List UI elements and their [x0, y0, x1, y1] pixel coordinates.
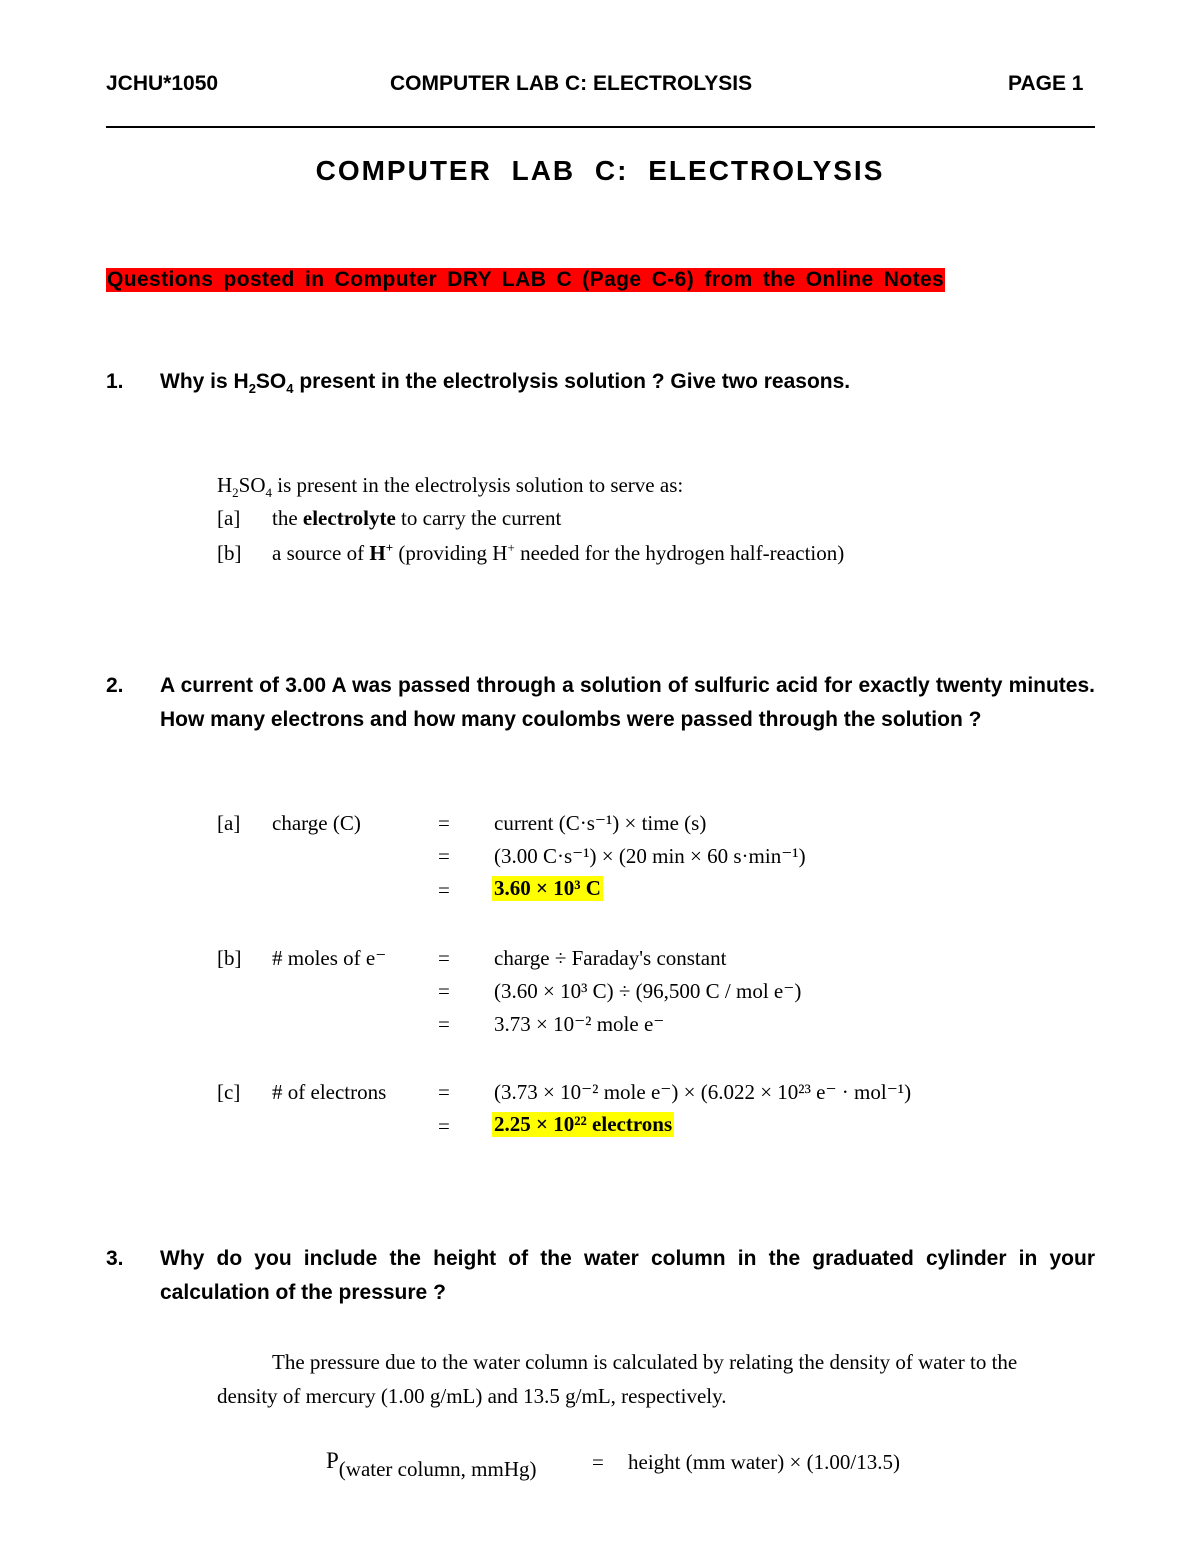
equals-sign: = — [438, 1114, 450, 1138]
pressure-formula-lhs: P(water column, mmHg) — [326, 1448, 537, 1481]
answer-3-line-1: The pressure due to the water column is calculated by relating the density of water to the — [272, 1350, 1018, 1374]
equals-sign: = — [438, 946, 450, 970]
pressure-formula-rhs: height (mm water) × (1.00/13.5) — [628, 1450, 900, 1474]
answer-2a-line-1: current (C·s⁻¹) × time (s) — [494, 811, 707, 835]
answer-2a-name: charge (C) — [272, 811, 361, 835]
question-3-number: 3. — [106, 1247, 124, 1270]
answer-1a-text: the electrolyte to carry the current — [272, 506, 562, 530]
question-3-text: Why do you include the height of the water column in the graduated cylinder in your calculation of the pressure ? — [160, 1247, 1095, 1304]
answer-1-intro: $H_2SO_4$ is present in the electrolysis solution to serve as: — [217, 473, 684, 501]
equals-sign: = — [438, 979, 450, 1003]
question-1-text: Why is $H_2SO_4$ present in the electrolysis solution ? Give two reasons. — [160, 370, 851, 397]
answer-2c-name: # of electrons — [272, 1080, 387, 1104]
answer-2b-line-2: (3.60 × 10³ C) ÷ (96,500 C / mol e⁻) — [494, 979, 802, 1003]
questions-banner: Questions posted in Computer DRY LAB C (Page C-6) from the Online Notes — [107, 268, 945, 291]
answer-2b-label: [b] — [217, 946, 242, 970]
answer-1a-label: [a] — [217, 506, 241, 530]
course-code: JCHU*1050 — [106, 72, 219, 95]
pressure-formula-equals: = — [592, 1450, 604, 1474]
answer-2c-result: 2.25 × 10²² electrons — [494, 1112, 673, 1136]
answer-2b-line-3: 3.73 × 10⁻² mole e⁻ — [494, 1012, 665, 1036]
answer-1b-text: a source of H+ (providing H+ needed for the hydrogen half-reaction) — [272, 540, 845, 565]
answer-3-line-2: density of mercury (1.00 g/mL) and 13.5 g/mL, respectively. — [217, 1384, 727, 1408]
answer-2b-name: # moles of e⁻ — [272, 946, 387, 970]
page-number: PAGE 1 — [1008, 72, 1084, 95]
equals-sign: = — [438, 878, 450, 902]
answer-1b-label: [b] — [217, 541, 242, 565]
header-center-title: COMPUTER LAB C: ELECTROLYSIS — [390, 72, 753, 95]
page-title: COMPUTER LAB C: ELECTROLYSIS — [315, 155, 885, 186]
answer-2a-label: [a] — [217, 811, 241, 835]
equals-sign: = — [438, 1080, 450, 1104]
answer-2a-line-2: (3.00 C·s⁻¹) × (20 min × 60 s·min⁻¹) — [494, 844, 806, 868]
question-2-text: A current of 3.00 A was passed through a solution of sulfuric acid for exactly twenty minutes. How many electrons and how many coulombs were passed through the solution ? — [160, 674, 1095, 731]
equals-sign: = — [438, 844, 450, 868]
answer-2a-result: 3.60 × 10³ C — [494, 876, 601, 900]
answer-2c-label: [c] — [217, 1080, 241, 1104]
question-1-number: 1. — [106, 370, 124, 393]
question-2-number: 2. — [106, 674, 124, 697]
equals-sign: = — [438, 1012, 450, 1036]
answer-2c-line-1: (3.73 × 10⁻² mole e⁻) × (6.022 × 10²³ e⁻ · mol⁻¹) — [494, 1080, 912, 1104]
equals-sign: = — [438, 811, 450, 835]
header-rule — [106, 126, 1095, 128]
answer-2b-line-1: charge ÷ Faraday's constant — [494, 946, 727, 970]
